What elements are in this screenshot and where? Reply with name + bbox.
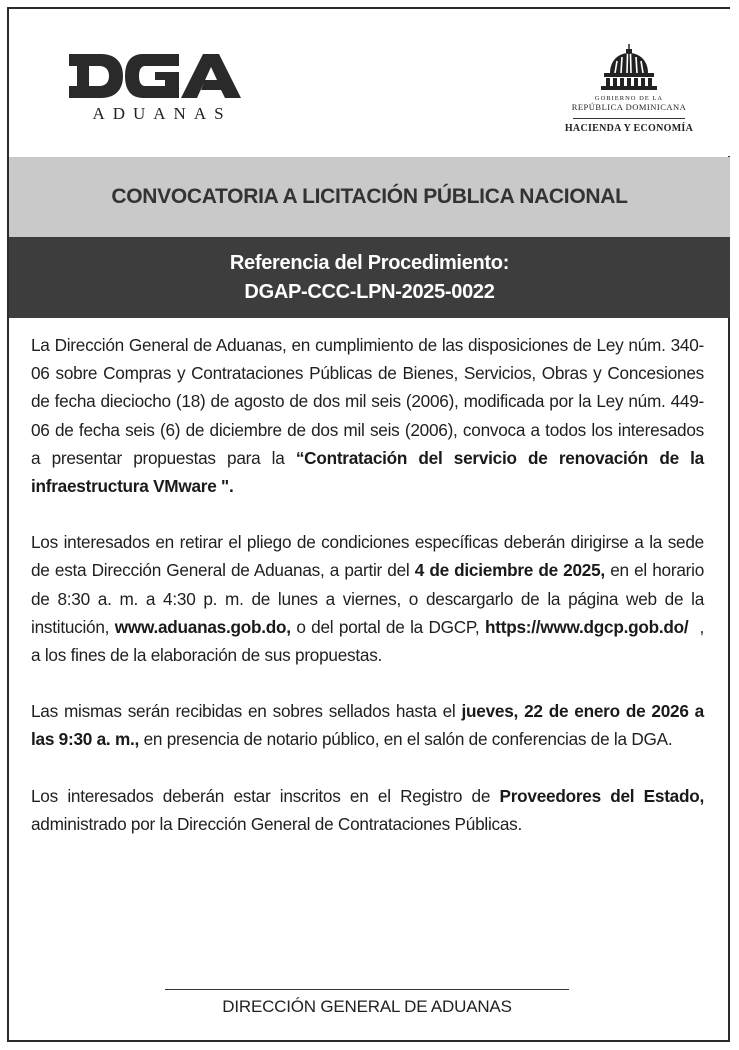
gov-divider — [573, 118, 685, 119]
paragraph-2 — [31, 528, 709, 669]
dga-logo — [67, 50, 243, 102]
p4-text-1: Los interesados deberán estar inscritos en el Registro de — [31, 785, 500, 806]
p2-website-link[interactable]: www.aduanas.gob.do, — [114, 616, 291, 637]
dominican-republic-government-emblem-icon — [598, 43, 660, 91]
p3-deadline: jueves, 22 de enero de 2026 a las 9:30 a. m., — [31, 701, 704, 750]
paragraph-4 — [31, 782, 704, 838]
paragraph-3 — [31, 697, 704, 753]
p3-text-2: en presencia de notario público, en el salón de conferencias de la DGA. — [139, 729, 673, 750]
p2-text-1: Los interesados en retirar el pliego de condiciones específicas deberán dirigirse a la sede de esta Dirección General de Aduanas, a partir del — [31, 532, 704, 581]
header — [9, 9, 730, 156]
p2-date: 4 de diciembre de 2025, — [414, 560, 605, 581]
body-text — [31, 331, 709, 866]
p3-text-1: Las mismas serán recibidas en sobres sellados hasta el — [31, 701, 462, 722]
logo-subtitle: ADUANAS — [92, 104, 232, 123]
p1-text: La Dirección General de Aduanas, en cumplimiento de las disposiciones de Ley núm. 340-06 sobre Compras y Contrataciones Públicas de Bienes, Servicios, Obras y Concesiones de fecha dieciocho (18) de agosto de dos mil seis (2006), modificada por la Ley núm. 449-06 de fecha seis (6) de diciembre de dos mil seis (2006), convoca a todos los interesados a presentar propuestas para la — [31, 335, 704, 468]
gov-line3: HACIENDA Y ECONOMÍA — [564, 123, 694, 134]
p2-text-3: o del portal de la DGCP, — [290, 616, 485, 637]
gov-line2: REPÚBLICA DOMINICANA — [571, 102, 687, 112]
p2-text-2: en el horario de 8:30 a. m. a 4:30 p. m. de lunes a viernes, o descargarlo de la página web de la institución, — [31, 560, 704, 637]
government-emblem-block — [564, 43, 694, 134]
p4-registry: Proveedores del Estado, — [499, 785, 705, 806]
p1-bold: “Contratación del servicio de renovación de la infraestructura VMware ". — [31, 447, 704, 497]
dga-logo-icon — [67, 50, 243, 102]
p4-text-2: administrado por la Dirección General de Contrataciones Públicas. — [31, 813, 523, 834]
p2-dgcp-link[interactable]: https://www.dgcp.gob.do/ — [485, 616, 689, 637]
title-band — [9, 157, 730, 237]
reference-band — [9, 237, 730, 318]
page-title: CONVOCATORIA A LICITACIÓN PÚBLICA NACIONAL — [111, 185, 628, 208]
paragraph-1 — [31, 331, 704, 500]
reference-label: Referencia del Procedimiento: — [229, 251, 510, 274]
signature-name: DIRECCIÓN GENERAL DE ADUANAS — [222, 997, 512, 1016]
signature-line — [165, 989, 569, 990]
p2-text-4: , a los fines de la elaboración de sus propuestas. — [31, 616, 709, 666]
reference-code: DGAP-CCC-LPN-2025-0022 — [244, 280, 495, 303]
gov-line1: GOBIERNO DE LA — [594, 95, 664, 102]
